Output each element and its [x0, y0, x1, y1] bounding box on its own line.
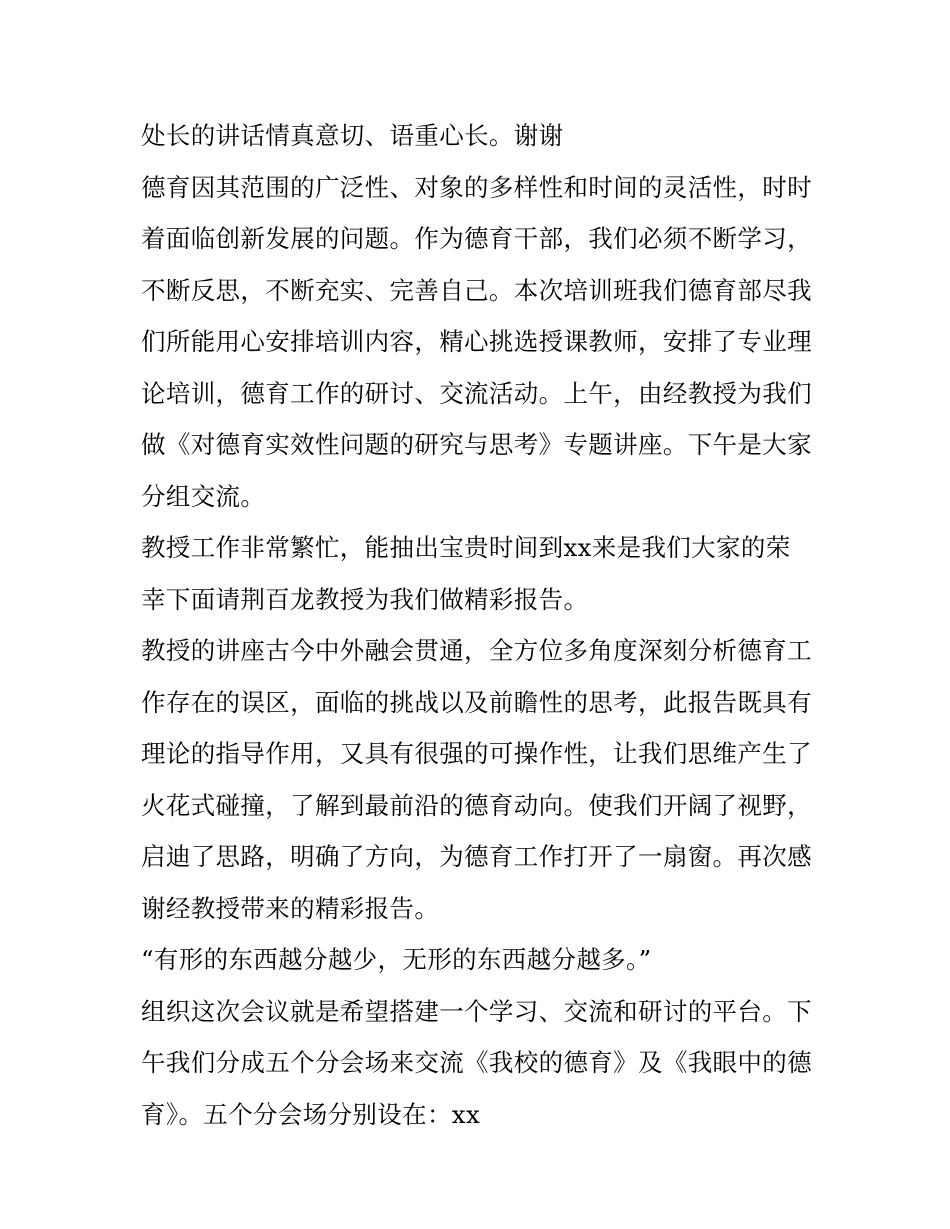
- text-line: 组织这次会议就是希望搭建一个学习、交流和研讨的平台。下: [141, 996, 812, 1026]
- text-line: 处长的讲话情真意切、语重心长。谢谢: [141, 121, 564, 150]
- text-line: 启迪了思路，明确了方向，为德育工作打开了一扇窗。再次感: [141, 842, 812, 871]
- text-line: 理论的指导作用，又具有很强的可操作性，让我们思维产生了: [141, 739, 812, 768]
- text-line: 火花式碰撞，了解到最前沿的德育动向。使我们开阔了视野，: [141, 790, 812, 820]
- text-line: 幸下面请荆百龙教授为我们做精彩报告。: [141, 584, 589, 614]
- text-line: 们所能用心安排培训内容，精心挑选授课教师，安排了专业理: [141, 327, 812, 356]
- text-line: 不断反思，不断充实、完善自己。本次培训班我们德育部尽我: [141, 275, 812, 305]
- text-line: 谢经教授带来的精彩报告。: [141, 893, 440, 923]
- text-line: 德育因其范围的广泛性、对象的多样性和时间的灵活性，时时: [141, 172, 812, 202]
- text-line: 育》。五个分会场分别设在：xx: [141, 1099, 481, 1129]
- text-line: 分组交流。: [141, 481, 266, 511]
- text-line: 做《对德育实效性问题的研究与思考》专题讲座。下午是大家: [141, 430, 812, 459]
- document-body: [141, 110, 821, 1140]
- text-line: 论培训，德育工作的研讨、交流活动。上午，由经教授为我们: [141, 378, 812, 408]
- text-line: 教授工作非常繁忙，能抽出宝贵时间到xx来是我们大家的荣: [141, 533, 791, 562]
- text-line: 着面临创新发展的问题。作为德育干部，我们必须不断学习，: [141, 224, 812, 253]
- text-line: “有形的东西越分越少，无形的东西越分越多。”: [141, 945, 652, 974]
- text-line: 作存在的误区，面临的挑战以及前瞻性的思考，此报告既具有: [141, 687, 812, 717]
- text-line: 午我们分成五个分会场来交流《我校的德育》及《我眼中的德: [141, 1048, 812, 1077]
- text-line: 教授的讲座古今中外融会贯通，全方位多角度深刻分析德育工: [141, 636, 812, 665]
